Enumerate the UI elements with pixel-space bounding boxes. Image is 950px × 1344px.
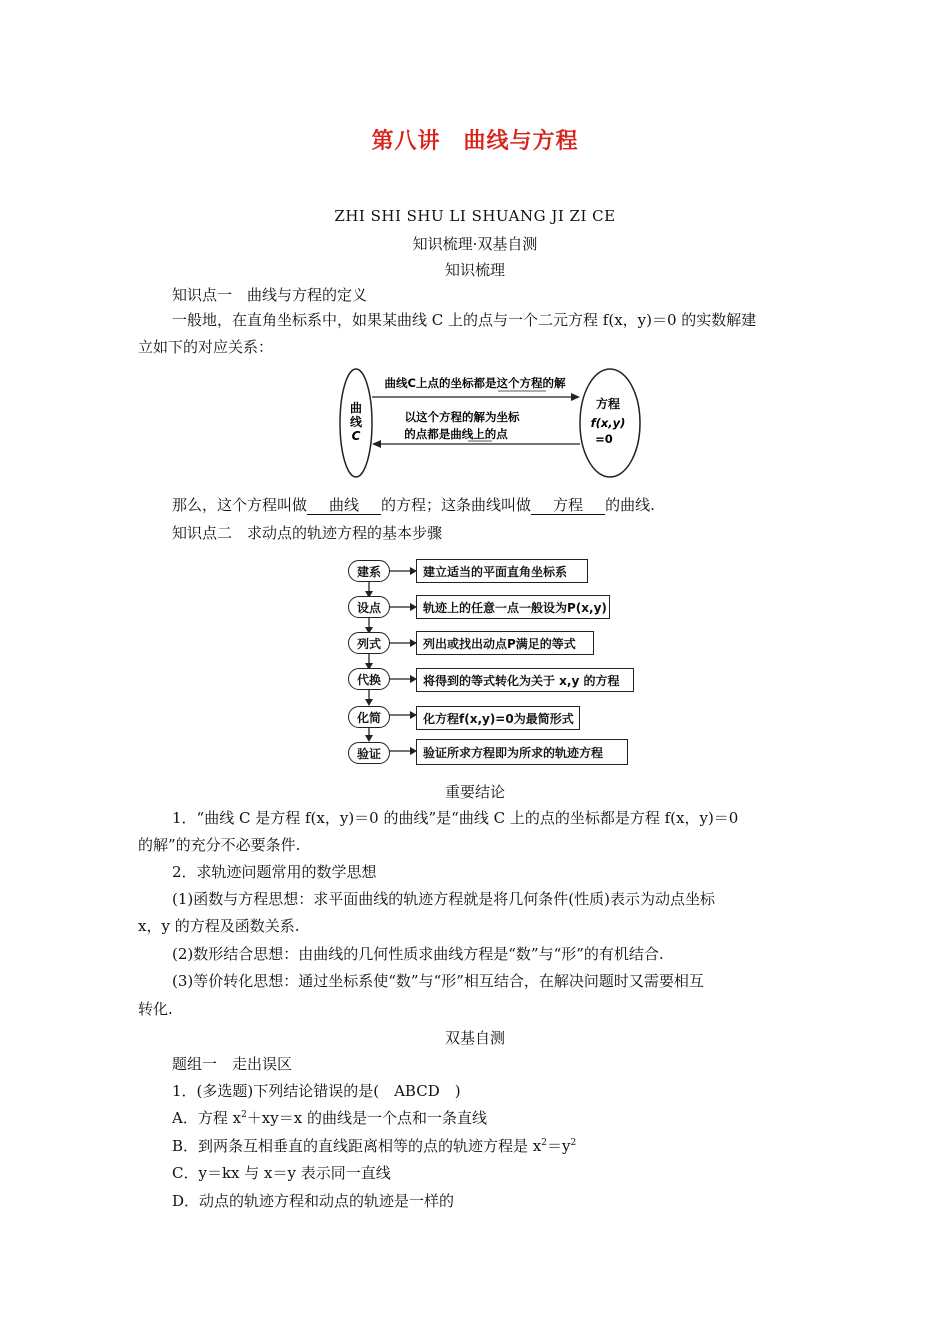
top-arrowhead <box>571 393 580 401</box>
kp2-heading: 知识点二 求动点的轨迹方程的基本步骤 <box>172 524 443 542</box>
pinyin-header: ZHI SHI SHU LI SHUANG JI ZI CE <box>334 207 616 225</box>
important-item1-line2: 的解”的充分不必要条件. <box>138 836 301 854</box>
bottom-arrow-text-2: 的点都是曲线上的点 <box>404 427 508 441</box>
important-item2: 2．求轨迹问题常用的数学思想 <box>172 863 377 881</box>
step-pill-3: 列式 <box>348 632 390 654</box>
kp1-conclusion <box>172 495 655 515</box>
important-heading: 重要结论 <box>444 783 505 801</box>
step-pill-5: 化简 <box>348 706 390 728</box>
option-b-sup2: 2 <box>570 1138 577 1148</box>
equation-label-1: 方程 <box>595 397 621 411</box>
page-title: 第八讲 曲线与方程 <box>371 128 579 154</box>
bottom-arrow-text-1: 以这个方程的解为坐标 <box>404 410 520 424</box>
conclusion-pre: 那么，这个方程叫做 <box>172 496 308 514</box>
curve-equation-diagram <box>338 366 644 481</box>
option-c: C．y＝kx 与 x＝y 表示同一直线 <box>172 1164 391 1182</box>
curve-label-1: 曲 <box>349 401 363 415</box>
important-item2-1-line2: x，y 的方程及函数关系. <box>138 917 300 935</box>
option-d: D．动点的轨迹方程和动点的轨迹是一样的 <box>172 1192 455 1210</box>
important-item2-2: (2)数形结合思想：由曲线的几何性质求曲线方程是“数”与“形”的有机结合. <box>172 945 664 963</box>
option-b-mid: ＝y <box>547 1137 571 1155</box>
blank-equation: 方程 <box>531 497 605 515</box>
equation-label-3: =0 <box>595 432 613 446</box>
selftest-heading: 双基自测 <box>444 1029 505 1047</box>
conclusion-mid: 的方程；这条曲线叫做 <box>381 496 532 514</box>
subhead-zhishi: 知识梳理 <box>444 261 505 279</box>
curve-label-3: C <box>351 429 361 443</box>
step-pill-4: 代换 <box>348 668 390 690</box>
step-desc-4: 将得到的等式转化为关于 x,y 的方程 <box>416 668 634 692</box>
step-desc-1: 建立适当的平面直角坐标系 <box>416 559 588 583</box>
blank-curve: 曲线 <box>307 497 381 515</box>
step-desc-3: 列出或找出动点P满足的等式 <box>416 631 594 655</box>
step-desc-2: 轨迹上的任意一点一般设为P(x,y) <box>416 595 610 619</box>
option-b <box>172 1136 576 1156</box>
important-item2-1-line1: (1)函数与方程思想：求平面曲线的轨迹方程就是将几何条件(性质)表示为动点坐标 <box>172 890 715 908</box>
bottom-arrowhead <box>372 440 381 448</box>
kp1-para-line1: 一般地，在直角坐标系中，如果某曲线 C 上的点与一个二元方程 f(x，y)＝0 的实数解建 <box>172 311 757 329</box>
flowchart-connectors <box>340 558 640 768</box>
step-pill-6: 验证 <box>348 742 390 764</box>
step-pill-2: 设点 <box>348 596 390 618</box>
option-a-post: ＋xy＝x 的曲线是一个点和一条直线 <box>246 1109 487 1127</box>
question-1: 1．(多选题)下列结论错误的是( ABCD ) <box>172 1082 461 1100</box>
step-pill-1: 建系 <box>348 560 390 582</box>
kp1-heading: 知识点一 曲线与方程的定义 <box>172 286 368 304</box>
kp1-para-line2: 立如下的对应关系： <box>138 338 274 356</box>
equation-label-2: f(x,y) <box>590 416 626 430</box>
group1-heading: 题组一 走出误区 <box>172 1055 293 1073</box>
important-item2-3-line1: (3)等价转化思想：通过坐标系使“数”与“形”相互结合，在解决问题时又需要相互 <box>172 972 704 990</box>
option-b-sup1: 2 <box>541 1138 547 1148</box>
option-a <box>172 1108 487 1128</box>
top-arrow-text: 曲线C上点的坐标都是这个方程的解 <box>384 376 566 390</box>
option-a-pre: A．方程 x <box>172 1109 242 1127</box>
step-desc-6: 验证所求方程即为所求的轨迹方程 <box>416 739 628 765</box>
step-desc-5: 化方程f(x,y)=0为最简形式 <box>416 706 580 730</box>
option-a-sup: 2 <box>241 1110 247 1120</box>
option-b-pre: B．到两条互相垂直的直线距离相等的点的轨迹方程是 x <box>172 1137 542 1155</box>
important-item2-3-line2: 转化. <box>138 1000 173 1018</box>
section-header: 知识梳理·双基自测 <box>412 235 538 253</box>
curve-label-2: 线 <box>349 415 363 429</box>
important-item1-line1: 1．“曲线 C 是方程 f(x，y)＝0 的曲线”是“曲线 C 上的点的坐标都是方程 f(x，y)＝0 <box>172 809 739 827</box>
conclusion-post: 的曲线. <box>605 496 655 514</box>
